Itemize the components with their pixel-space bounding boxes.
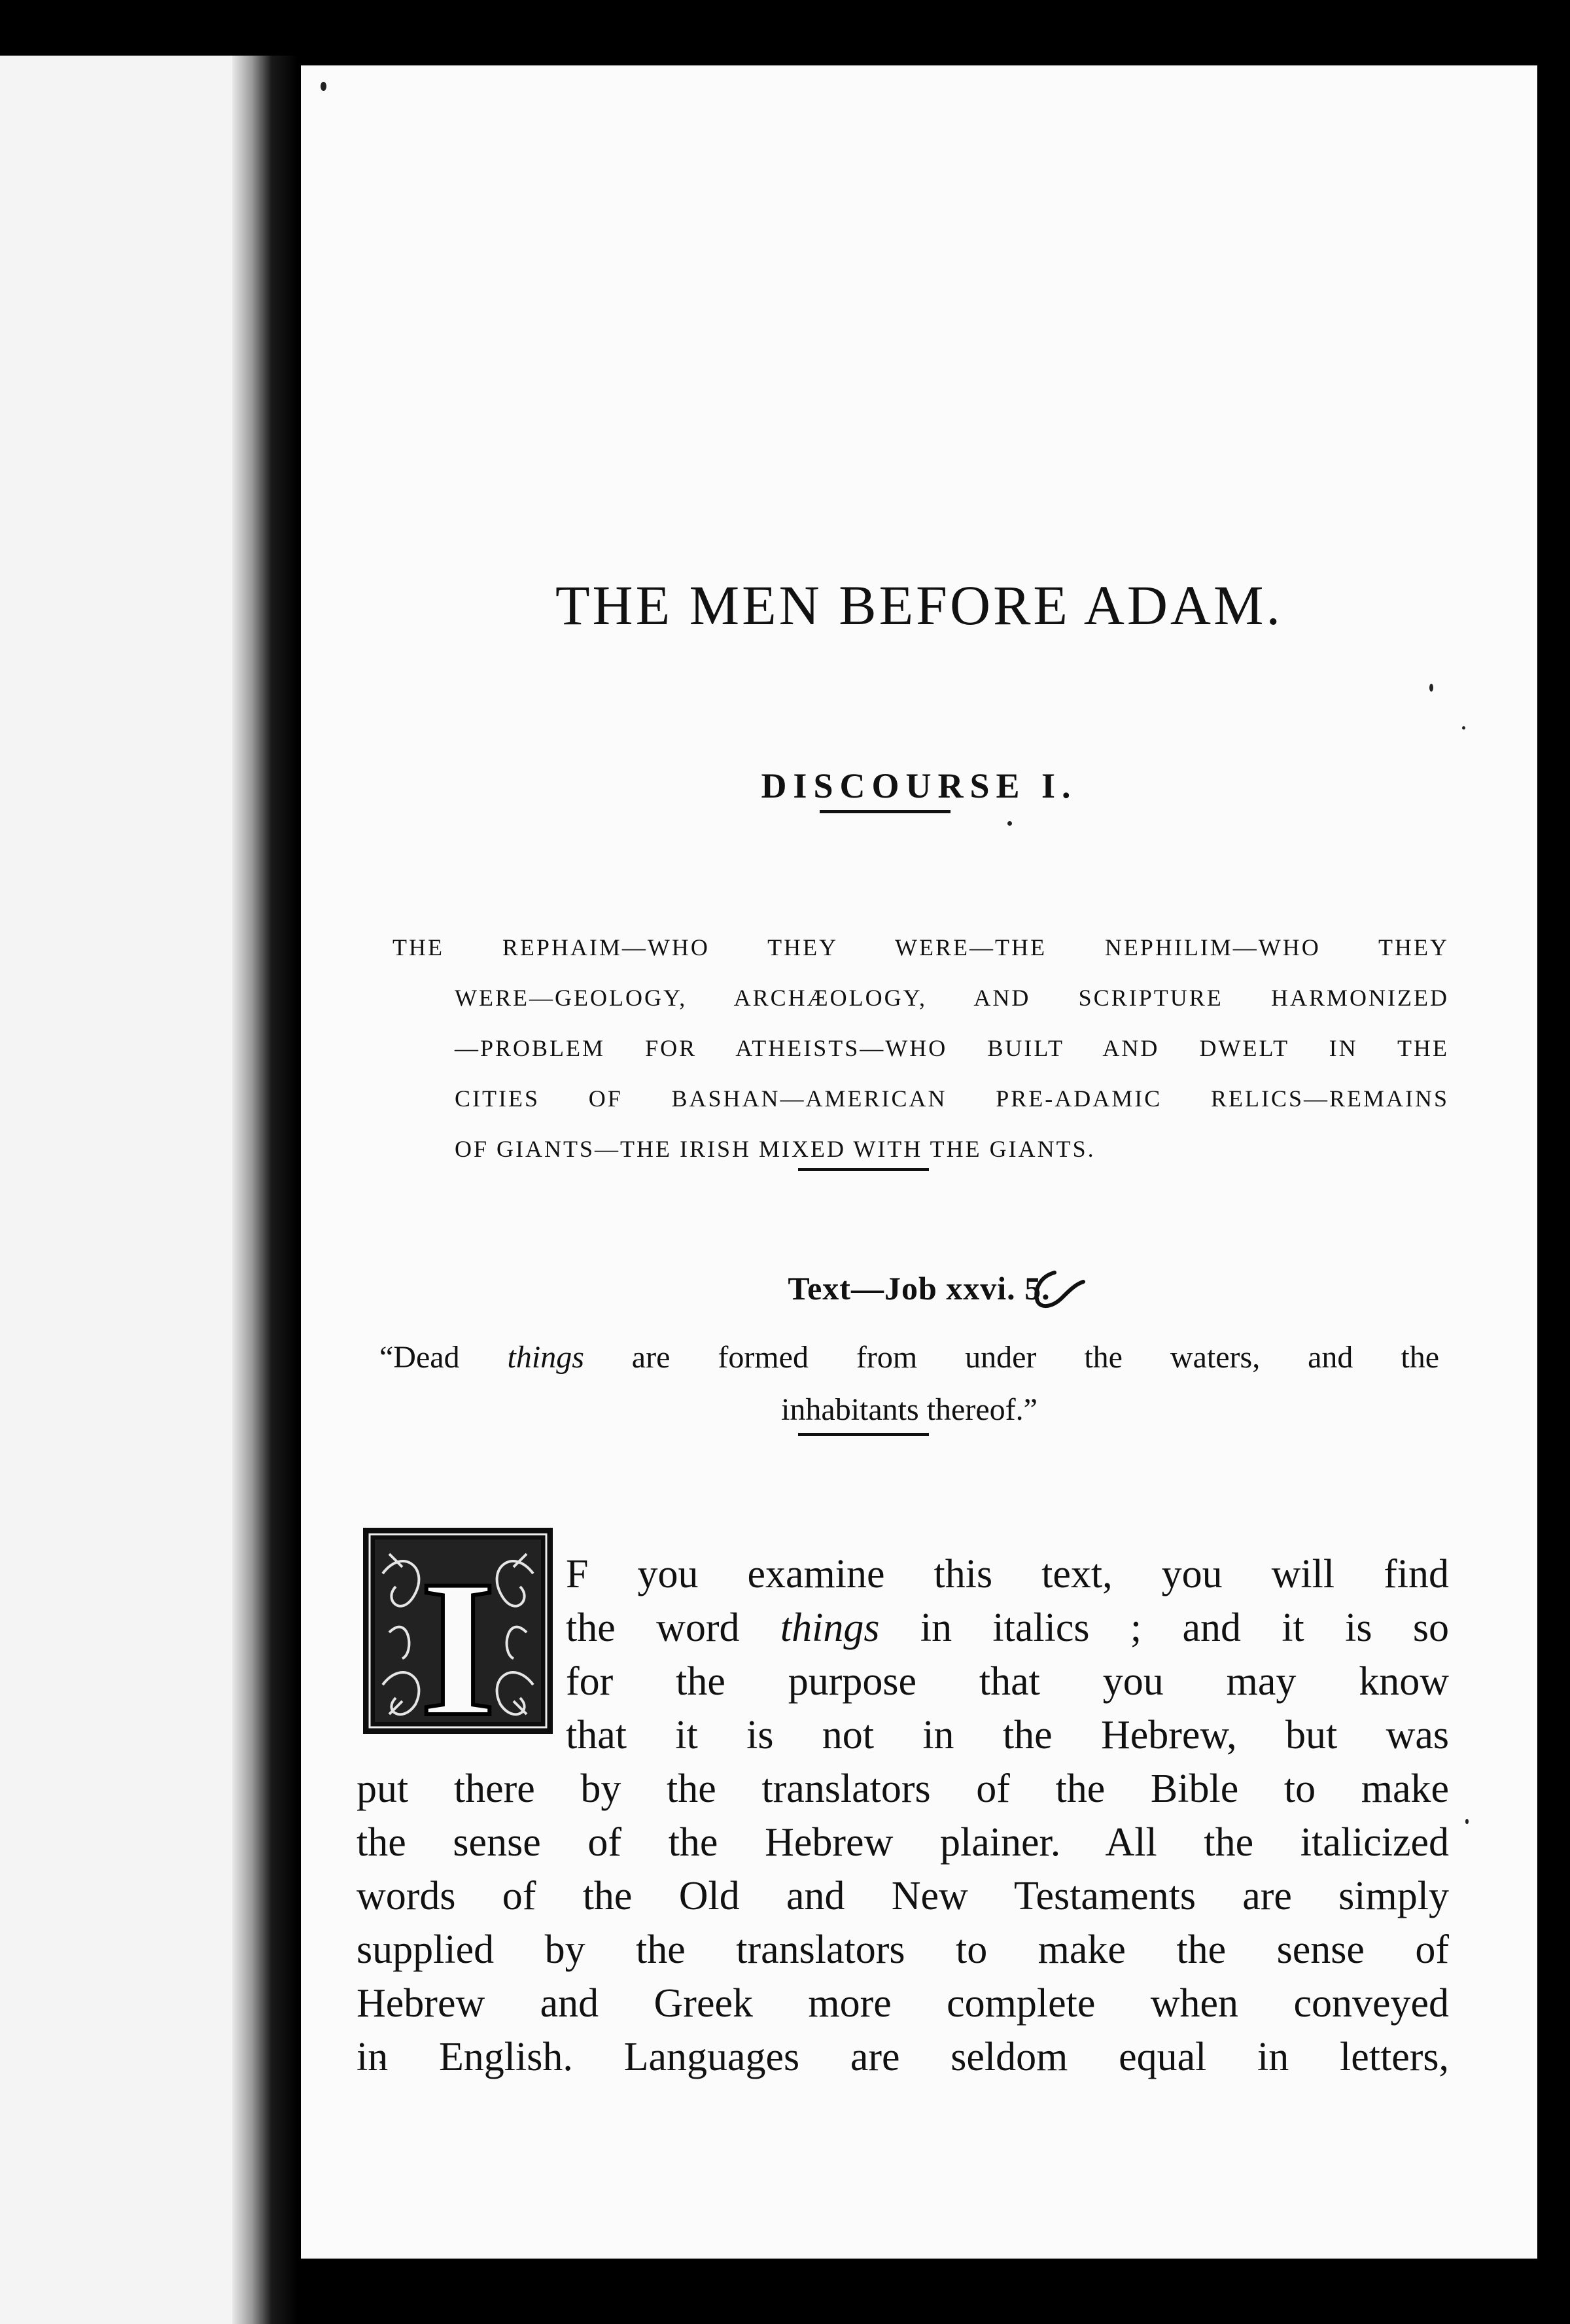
body-line: Hebrew and Greek more complete when conveyed (357, 1981, 1449, 2026)
divider-rule (798, 1433, 929, 1436)
body-paragraph (357, 1547, 1449, 2084)
summary-line: WERE—GEOLOGY, ARCHÆOLOGY, AND SCRIPTURE HARMONIZED (455, 985, 1449, 1011)
body-line: the word things in italics ; and it is so (566, 1606, 1449, 1650)
body-line: in English. Languages are seldom equal in letters, (357, 2035, 1449, 2079)
italic-word: things (780, 1606, 880, 1650)
scripture-quote (379, 1331, 1439, 1436)
summary-line: CITIES OF BASHAN—AMERICAN PRE-ADAMIC RELICS—REMAINS (455, 1085, 1449, 1112)
body-line: the sense of the Hebrew plainer. All the italicized (357, 1820, 1449, 1865)
body-line: put there by the translators of the Bible to make (357, 1767, 1449, 1811)
chapter-summary (392, 923, 1449, 1174)
italic-word: things (507, 1340, 584, 1375)
book-page (301, 65, 1537, 2259)
body-line: words of the Old and New Testaments are simply (357, 1874, 1449, 1918)
facing-page (0, 56, 255, 2324)
drop-cap-letter: I (419, 1540, 497, 1734)
divider-rule (820, 810, 951, 813)
scripture-reference: Text—Job xxvi. 5. (788, 1270, 1051, 1307)
quote-line: “Dead things are formed from under the waters, and the (379, 1340, 1440, 1375)
body-line: supplied by the translators to make the sense of (357, 1928, 1449, 1972)
body-line: F you examine this text, you will find (566, 1552, 1449, 1596)
discourse-heading: DISCOURSE I. (761, 766, 1077, 805)
summary-line: —PROBLEM FOR ATHEISTS—WHO BUILT AND DWELT IN THE (455, 1035, 1449, 1061)
summary-line: OF GIANTS—THE IRISH MIXED WITH THE GIANTS. (455, 1136, 1096, 1162)
page-title: THE MEN BEFORE ADAM. (555, 574, 1283, 637)
handwritten-check-mark (1028, 1269, 1087, 1314)
body-line: for the purpose that you may know (566, 1659, 1449, 1704)
book-gutter (232, 56, 298, 2324)
divider-rule (798, 1168, 929, 1171)
body-line: that it is not in the Hebrew, but was (566, 1713, 1449, 1757)
quote-line: inhabitants thereof.” (781, 1392, 1038, 1427)
summary-line: THE REPHAIM—WHO THEY WERE—THE NEPHILIM—WHO THEY (392, 934, 1449, 960)
